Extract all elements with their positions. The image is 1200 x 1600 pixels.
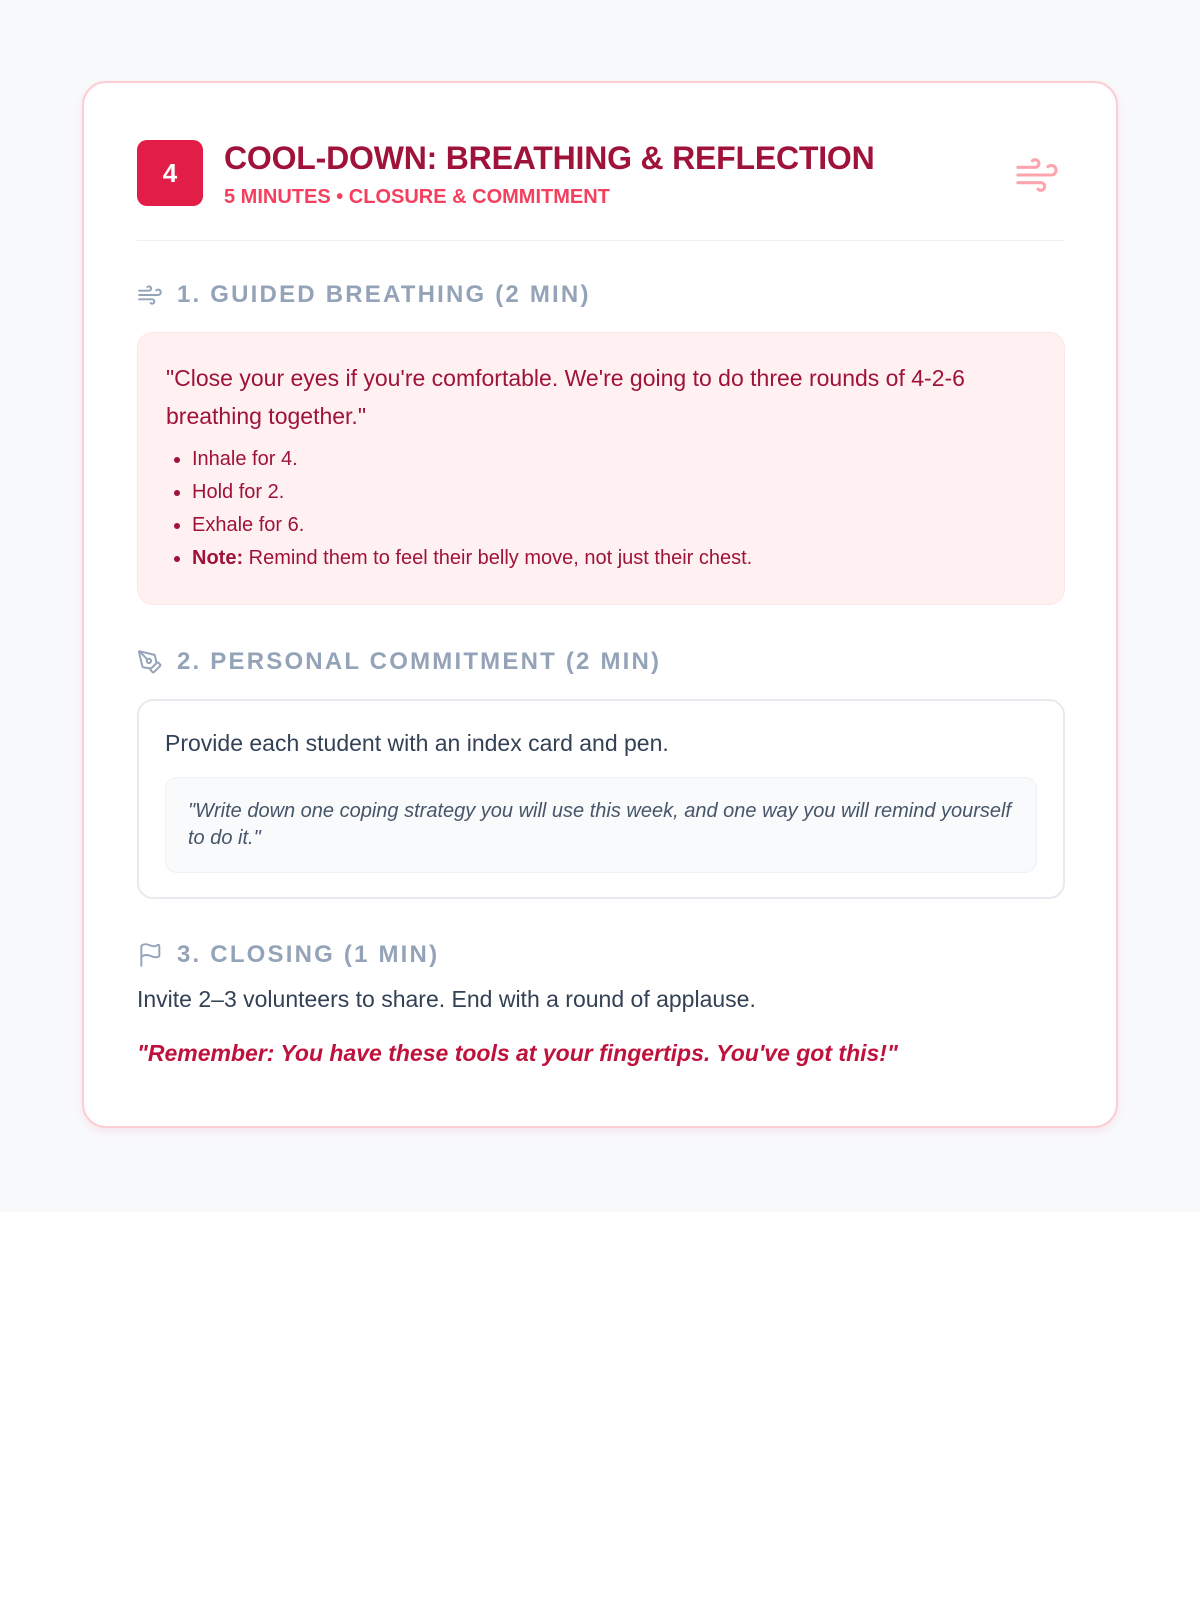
- commitment-box: [137, 699, 1065, 899]
- commitment-instruction: Provide each student with an index card and pen.: [165, 730, 669, 756]
- card-subtitle: 5 MINUTES • CLOSURE & COMMITMENT: [224, 186, 610, 208]
- commitment-quote: "Write down one coping strategy you will use this week, and one way you will remind yourself to do it.": [165, 777, 1037, 873]
- section-closing-heading: [137, 938, 439, 972]
- wind-icon: [1009, 152, 1065, 198]
- wind-icon: [137, 282, 163, 308]
- list-item: • Exhale for 6.: [192, 509, 1036, 542]
- section-personal-commitment-heading: [137, 645, 661, 679]
- breathing-quote: "Close your eyes if you're comfortable. We're going to do three rounds of 4-2-6 breathing together.": [166, 365, 965, 429]
- list-item: • Hold for 2.: [192, 476, 1036, 509]
- card-header: [137, 140, 1065, 241]
- list-item: [192, 542, 1036, 575]
- section-title: 1. GUIDED BREATHING (2 MIN): [177, 281, 591, 308]
- list-item: • Inhale for 4.: [192, 443, 1036, 476]
- note-label: Note:: [192, 547, 244, 569]
- flag-icon: [137, 942, 163, 968]
- section-title: 3. CLOSING (1 MIN): [177, 941, 440, 968]
- step-number-badge: 4: [137, 140, 203, 206]
- closing-quote: "Remember: You have these tools at your fingertips. You've got this!": [137, 1040, 898, 1066]
- note-text: Remind them to feel their belly move, not just their chest.: [243, 547, 753, 569]
- pen-tool-icon: [137, 649, 163, 675]
- closing-instruction: Invite 2–3 volunteers to share. End with a round of applause.: [137, 986, 756, 1012]
- breathing-instructions-box: [137, 332, 1065, 605]
- section-title: 2. PERSONAL COMMITMENT (2 MIN): [177, 648, 662, 675]
- section-guided-breathing-heading: [137, 278, 591, 312]
- breathing-steps-list: [166, 443, 1036, 575]
- card-title: COOL-DOWN: BREATHING & REFLECTION: [224, 140, 875, 176]
